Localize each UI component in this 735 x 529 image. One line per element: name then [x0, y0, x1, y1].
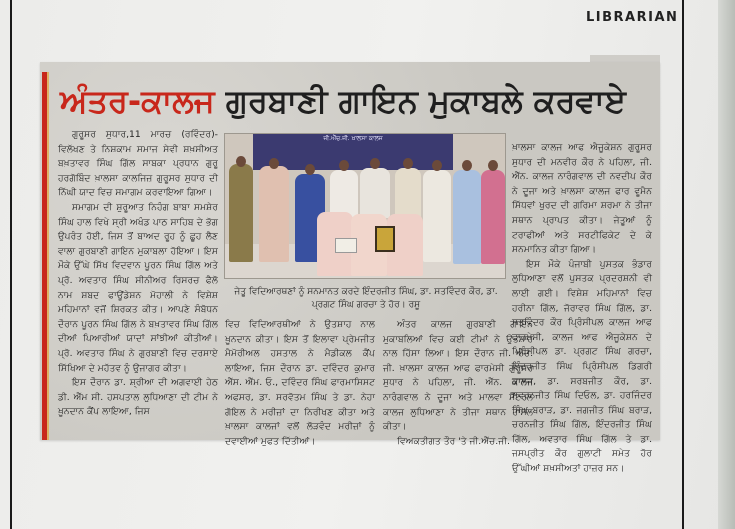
- article-column-4: [512, 141, 652, 477]
- paragraph: ਇਸ ਮੌਕੇ ਪੰਜਾਬੀ ਪੁਸਤਕ ਭੰਡਾਰ ਲੁਧਿਆਣਾ ਵਲੋਂ ਪੁਸਤਕ ਪ੍ਰਦਰਸ਼ਨੀ ਵੀ ਲਾਈ ਗਈ। ਵਿਸ਼ੇਸ਼ ਮਹਿਮਾਨਾਂ ਵਿਚ ਹਰੀਨਾ ਗਿੱਲ, ਜੋਰਾਵਰ ਸਿੰਘ ਗਿੱਲ, ਡਾ. ਸਤਵਿੰਦਰ ਕੌਰ ਪ੍ਰਿੰਸੀਪਲ ਕਾਲਜ ਆਫ ਫਾਰਮੇਸੀ, ਕਾਲਜ ਆਫ ਐਜੂਕੇਸ਼ਨ ਦੇ ਪ੍ਰਿੰਸੀਪਲ ਡਾ. ਪ੍ਰਗਟ ਸਿੰਘ ਗਰਚਾ, ਇੰਦਰਜੀਤ ਸਿੰਘ ਪ੍ਰਿੰਸੀਪਲ ਡਿਗਰੀ ਕਾਲਜ, ਡਾ. ਸਰਬਜੀਤ ਕੌਰ, ਡਾ. ਸਵਰਨਜੀਤ ਸਿੰਘ ਦਿਓਲ, ਡਾ. ਹਰਜਿੰਦਰ ਸਿੰਘ ਬਰਾੜ, ਡਾ. ਜਗਜੀਤ ਸਿੰਘ ਬਰਾੜ, ਚਰਨਜੀਤ ਸਿੰਘ ਗਿੱਲ, ਇੰਦਰਜੀਤ ਸਿੰਘ ਗਿੱਲ, ਅਵਤਾਰ ਸਿੰਘ ਗਿੱਲ ਤੇ ਡਾ. ਜਸਪ੍ਰੀਤ ਕੌਰ ਗੁਲਾਟੀ ਸਮੇਤ ਹੋਰ ਉੱਘੀਆਂ ਸ਼ਖ਼ਸੀਅਤਾਂ ਹਾਜ਼ਰ ਸਨ।: [512, 258, 652, 475]
- photo-person-head: [462, 160, 472, 171]
- photo-person-head: [488, 160, 498, 171]
- photo-person-head: [269, 158, 279, 169]
- headline-black-part: ਗੁਰਬਾਣੀ ਗਾਇਨ ਮੁਕਾਬਲੇ ਕਰਵਾਏ: [214, 82, 626, 120]
- librarian-label: LIBRARIAN: [586, 10, 679, 25]
- article-column-3: [383, 318, 533, 449]
- article-headline: [60, 78, 660, 124]
- photo-person-head: [339, 160, 349, 171]
- photo-person: [481, 170, 505, 264]
- certificate: [335, 238, 357, 253]
- paragraph: ਇਸ ਦੌਰਾਨ ਡਾ. ਸ਼੍ਰੀਆ ਦੀ ਅਗਵਾਈ ਹੇਠ ਡੀ. ਐੱਮ ਸੀ. ਹਸਪਤਾਲ ਲੁਧਿਆਣਾ ਦੀ ਟੀਮ ਨੇ ਖ਼ੂਨਦਾਨ ਕੈਂਪ ਲਾਇਆ, ਜਿਸ: [58, 377, 218, 418]
- paragraph: ਗੁਰੂਸਰ ਸੁਧਾਰ,11 ਮਾਰਚ (ਰਵਿੰਦਰ)- ਵਿਲੱਖਣ ਤੇ ਨਿਸ਼ਕਾਮ ਸਮਾਜ ਸੇਵੀ ਸ਼ਖ਼ਸੀਅਤ ਬਖ਼ਤਾਵਰ ਸਿੰਘ ਗਿੱਲ ਸਾਬਕਾ ਪ੍ਰਧਾਨ ਗੁਰੂ ਹਰਗੋਬਿੰਦ ਖ਼ਾਲਸਾ ਕਾਲਜਿਜ਼ ਗੁਰੂਸਰ ਸੁਧਾਰ ਦੀ ਨਿੱਘੀ ਯਾਦ ਵਿਚ ਸਮਾਗਮ ਕਰਵਾਇਆ ਗਿਆ।: [58, 129, 218, 199]
- photo-person: [259, 166, 289, 262]
- paragraph: ਵਿਚ ਵਿਦਿਆਰਥੀਆਂ ਨੇ ਉਤਸ਼ਾਹ ਨਾਲ ਖ਼ੂਨਦਾਨ ਕੀਤਾ। ਇਸ ਤੋਂ ਇਲਾਵਾ ਪ੍ਰੇਮਜੀਤ ਮੈਮੋਰੀਅਲ ਹਸਤਾਲ ਨੇ ਮੈਡੀਕਲ ਕੈਂਪ ਲਾਇਆ, ਜਿਸ ਦੌਰਾਨ ਡਾ. ਦਵਿੰਦਰ ਕੁਮਾਰ ਐੱਸ. ਐੱਮ. ਓ., ਦਵਿੰਦਰ ਸਿੰਘ ਫਾਰਮਾਸਿਸਟ ਅਫਸਰ, ਡਾ. ਸਰਵੋਤਮ ਸਿੰਘ ਤੇ ਡਾ. ਨੇਹਾ ਗੋਇਲ ਨੇ ਮਰੀਜ਼ਾਂ ਦਾ ਨਿਰੀਖਣ ਕੀਤਾ ਅਤੇ ਖ਼ਾਲਸਾ ਕਾਲਜਾਂ ਵਲੋਂ ਲੋੜਵੰਦ ਮਰੀਜ਼ਾਂ ਨੂੰ ਦਵਾਈਆਂ ਮੁਫਤ ਦਿੱਤੀਆਂ।: [225, 319, 375, 447]
- photo-caption: ਜੇਤੂ ਵਿਦਿਆਰਥਣਾਂ ਨੂੰ ਸਨਮਾਨਤ ਕਰਦੇ ਇੰਦਰਜੀਤ ਸਿੰਘ, ਡਾ. ਸਤਵਿੰਦਰ ਕੌਰ, ਡਾ. ਪ੍ਰਗਟ ਸਿੰਘ ਗਰਚਾ ਤੇ ਹੋਰ। ਰਸੂ: [234, 287, 498, 310]
- photo-person: [229, 164, 253, 262]
- headline-red-part: ਅੰਤਰ-ਕਾਲਜ: [60, 82, 215, 120]
- article-column-2: [225, 318, 375, 449]
- photo-person-head: [403, 158, 413, 169]
- headline-accent-stripe: [47, 72, 49, 440]
- photo-person-head: [370, 158, 380, 169]
- frame-border-left: [10, 0, 12, 529]
- photo-person-head: [236, 156, 246, 167]
- photo-person: [360, 168, 390, 218]
- trophy-plaque: [375, 226, 395, 252]
- page-edge: [718, 0, 735, 529]
- photo-person-head: [432, 160, 442, 171]
- paragraph: ਖ਼ਾਲਸਾ ਕਾਲਜ ਆਫ ਐਜੂਕੇਸ਼ਨ ਗੁਰੂਸਰ ਸੁਧਾਰ ਦੀ ਮਨਵੀਰ ਕੌਰ ਨੇ ਪਹਿਲਾ, ਜੀ. ਐੱਨ. ਕਾਲਜ ਨਾਰੰਗਵਾਲ ਦੀ ਨਵਦੀਪ ਕੌਰ ਨੇ ਦੂਜਾ ਅਤੇ ਖ਼ਾਲਸਾ ਕਾਲਜ ਫਾਰ ਵੂਮੈਨ ਸਿੱਧਵਾਂ ਖੁਰਦ ਦੀ ਗਰਿਮਾ ਸ਼ਰਮਾ ਨੇ ਤੀਜਾ ਸਥਾਨ ਪ੍ਰਾਪਤ ਕੀਤਾ। ਜੇਤੂਆਂ ਨੂੰ ਟਰਾਫੀਆਂ ਅਤੇ ਸਰਟੀਫਿਕੇਟ ਦੇ ਕੇ ਸਨਮਾਨਿਤ ਕੀਤਾ ਗਿਆ।: [512, 142, 652, 256]
- photo-person: [453, 170, 481, 264]
- paragraph: ਅੰਤਰ ਕਾਲਜ ਗੁਰਬਾਣੀ ਗਾਇਨ ਮੁਕਾਬਲਿਆਂ ਵਿਚ ਕਈ ਟੀਮਾਂ ਨੇ ਉਤਸ਼ਾਹ ਨਾਲ ਹਿੱਸਾ ਲਿਆ। ਇਸ ਦੌਰਾਨ ਜੀ. ਐੱਚ. ਜੀ. ਖ਼ਾਲਸਾ ਕਾਲਜ ਆਫ ਫਾਰਮੇਸੀ ਗੁਰੂਸਰ ਸੁਧਾਰ ਨੇ ਪਹਿਲਾ, ਜੀ. ਐੱਨ. ਕਾਲਜ ਨਾਰੰਗਵਾਲ ਨੇ ਦੂਜਾ ਅਤੇ ਮਾਲਵਾ ਸੈਂਟਰਲ ਕਾਲਜ ਲੁਧਿਆਣਾ ਨੇ ਤੀਜਾ ਸਥਾਨ ਹਾਸਲ ਕੀਤਾ।: [383, 319, 533, 433]
- paragraph: ਵਿਅਕਤੀਗਤ ਤੌਰ 'ਤੇ ਜੀ.ਐੱਚ.ਜੀ.: [397, 435, 510, 447]
- photo-person-head: [305, 164, 315, 175]
- frame-border-right: [682, 0, 684, 529]
- article-column-1: [58, 128, 218, 420]
- photo-person: [423, 170, 451, 262]
- article-photo: [224, 133, 506, 279]
- photo-stage-banner: ਜੀ.ਐੱਚ.ਜੀ. ਖ਼ਾਲਸਾ ਕਾਲਜ: [253, 134, 453, 170]
- paragraph: ਸਮਾਗਮ ਦੀ ਸ਼ੁਰੂਆਤ ਨਿਹੰਗ ਬਾਬਾ ਸਮਸ਼ੇਰ ਸਿੰਘ ਹਾਲ ਵਿਖੇ ਸ੍ਰੀ ਅਖੰਡ ਪਾਠ ਸਾਹਿਬ ਦੇ ਭੋਗ ਉਪਰੰਤ ਹੋਈ, ਜਿਸ ਤੋਂ ਬਾਅਦ ਰੂਹ ਨੂੰ ਛੂਹ ਲੈਣ ਵਾਲਾ ਗੁਰਬਾਣੀ ਗਾਇਨ ਮੁਕਾਬਲਾ ਹੋਇਆ। ਇਸ ਮੌਕੇ ਉੱਘੇ ਸਿੱਖ ਵਿਦਵਾਨ ਪੂਰਨ ਸਿੰਘ ਗਿੱਲ ਅਤੇ ਪ੍ਰੋ. ਅਵਤਾਰ ਸਿੰਘ ਸੀਨੀਅਰ ਰਿਸਰਚ ਫੈਲੋ ਨਾਮ ਸ਼ਬਦ ਫਾਊਂਡੇਸ਼ਨ ਮੋਹਾਲੀ ਨੇ ਵਿਸ਼ੇਸ਼ ਮਹਿਮਾਨਾਂ ਵਜੋਂ ਸ਼ਿਰਕਤ ਕੀਤ। ਆਪਣੇ ਸੰਬੋਧਨ ਦੌਰਾਨ ਪੂਰਨ ਸਿੰਘ ਗਿੱਲ ਨੇ ਬਖ਼ਤਾਵਰ ਸਿੰਘ ਗਿੱਲ ਦੀਆਂ ਪਿਆਰੀਆਂ ਯਾਦਾਂ ਸਾਂਝੀਆਂ ਕੀਤੀਆਂ। ਪ੍ਰੋ. ਅਵਤਾਰ ਸਿੰਘ ਨੇ ਗੁਰਬਾਣੀ ਵਿਚ ਦਰਸਾਏ ਸਿੱਖਿਆ ਦੇ ਮਹੱਤਵ ਨੂੰ ਉਜਾਗਰ ਕੀਤਾ।: [58, 201, 218, 374]
